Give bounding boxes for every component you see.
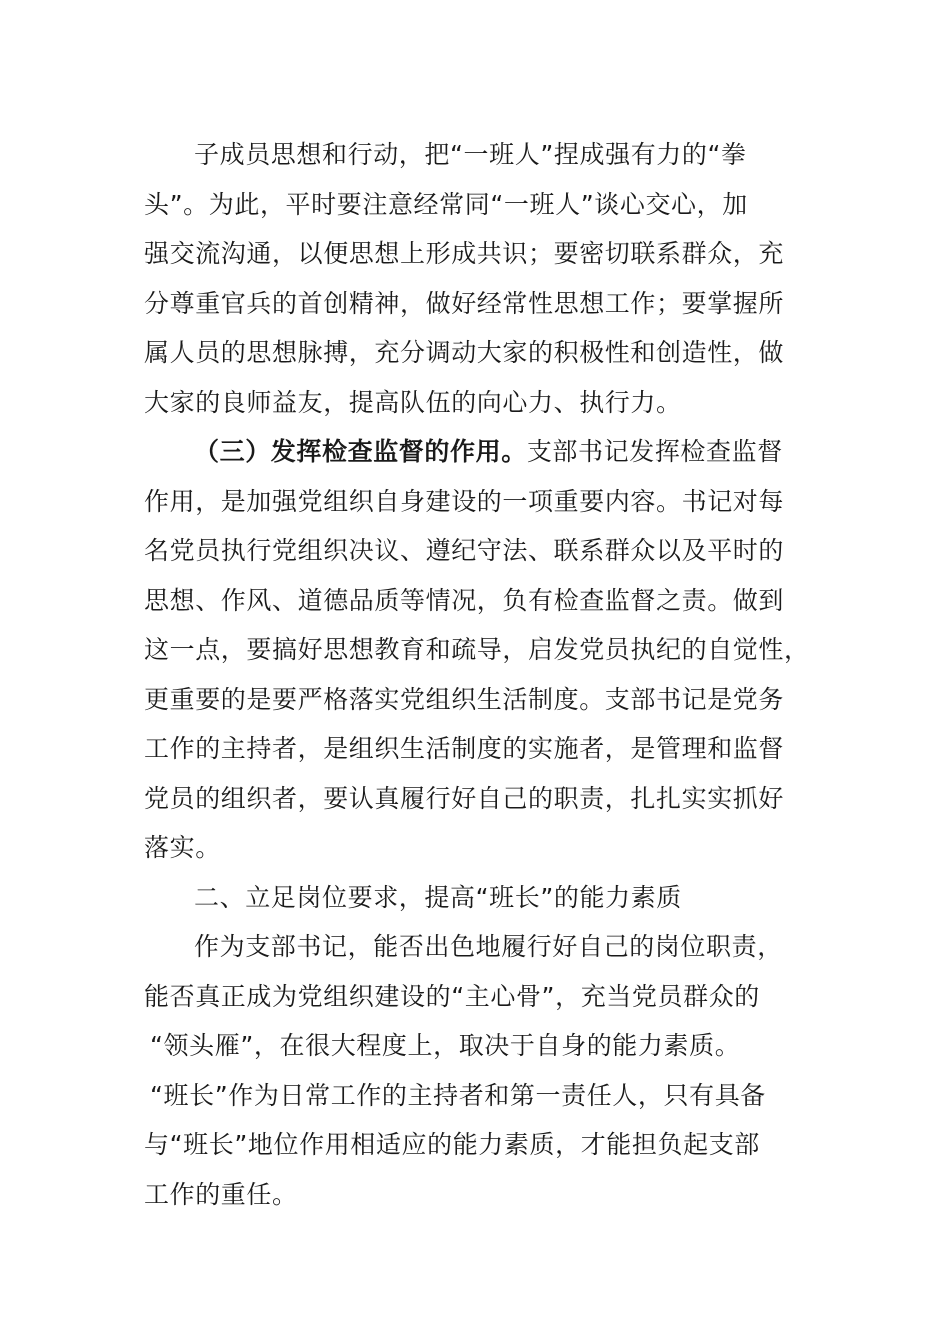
paragraph-line: “班长”作为日常工作的主持者和第一责任人，只有具备: [150, 1081, 766, 1110]
paragraph-line: 头”。为此，平时要注意经常同“一班人”谈心交心，加: [144, 190, 748, 219]
paragraph-line: 大家的良师益友，提高队伍的向心力、执行力。: [144, 388, 682, 417]
paragraph-line: 名党员执行党组织决议、遵纪守法、联系群众以及平时的: [144, 536, 785, 565]
section-heading-line: [194, 427, 854, 477]
paragraph-line: 分尊重官兵的首创精神，做好经常性思想工作；要掌握所: [144, 289, 785, 318]
paragraph-line: 工作的重任。: [144, 1180, 298, 1209]
paragraph-line: 作用，是加强党组织自身建设的一项重要内容。书记对每: [144, 487, 785, 516]
paragraph-line: 能否真正成为党组织建设的“主心骨”，充当党员群众的: [144, 982, 760, 1011]
paragraph-line: 属人员的思想脉搏，充分调动大家的积极性和创造性，做: [144, 338, 785, 367]
paragraph-line: 作为支部书记，能否出色地履行好自己的岗位职责，: [194, 932, 783, 961]
paragraph-line: 强交流沟通，以便思想上形成共识；要密切联系群众，充: [144, 239, 785, 268]
section-heading: （三）发挥检查监督的作用。: [194, 437, 527, 466]
chapter-heading: 二、立足岗位要求，提高“班长”的能力素质: [194, 883, 682, 912]
paragraph-line: 落实。: [144, 833, 221, 862]
paragraph-line: 工作的主持者，是组织生活制度的实施者，是管理和监督: [144, 734, 785, 763]
paragraph-line: 党员的组织者，要认真履行好自己的职责，扎扎实实抓好: [144, 784, 785, 813]
paragraph-line: 这一点，要搞好思想教育和疏导，启发党员执纪的自觉性，: [144, 635, 810, 664]
paragraph-line: 更重要的是要严格落实党组织生活制度。支部书记是党务: [144, 685, 785, 714]
paragraph-line: “领头雁”，在很大程度上，取决于自身的能力素质。: [150, 1031, 741, 1060]
paragraph-line: 与“班长”地位作用相适应的能力素质，才能担负起支部: [144, 1130, 760, 1159]
paragraph-line: 思想、作风、道德品质等情况，负有检查监督之责。做到: [144, 586, 785, 615]
section-heading-rest: 支部书记发挥检查监督: [526, 437, 783, 466]
paragraph-line: 子成员思想和行动，把“一班人”捏成强有力的“拳: [194, 140, 747, 169]
